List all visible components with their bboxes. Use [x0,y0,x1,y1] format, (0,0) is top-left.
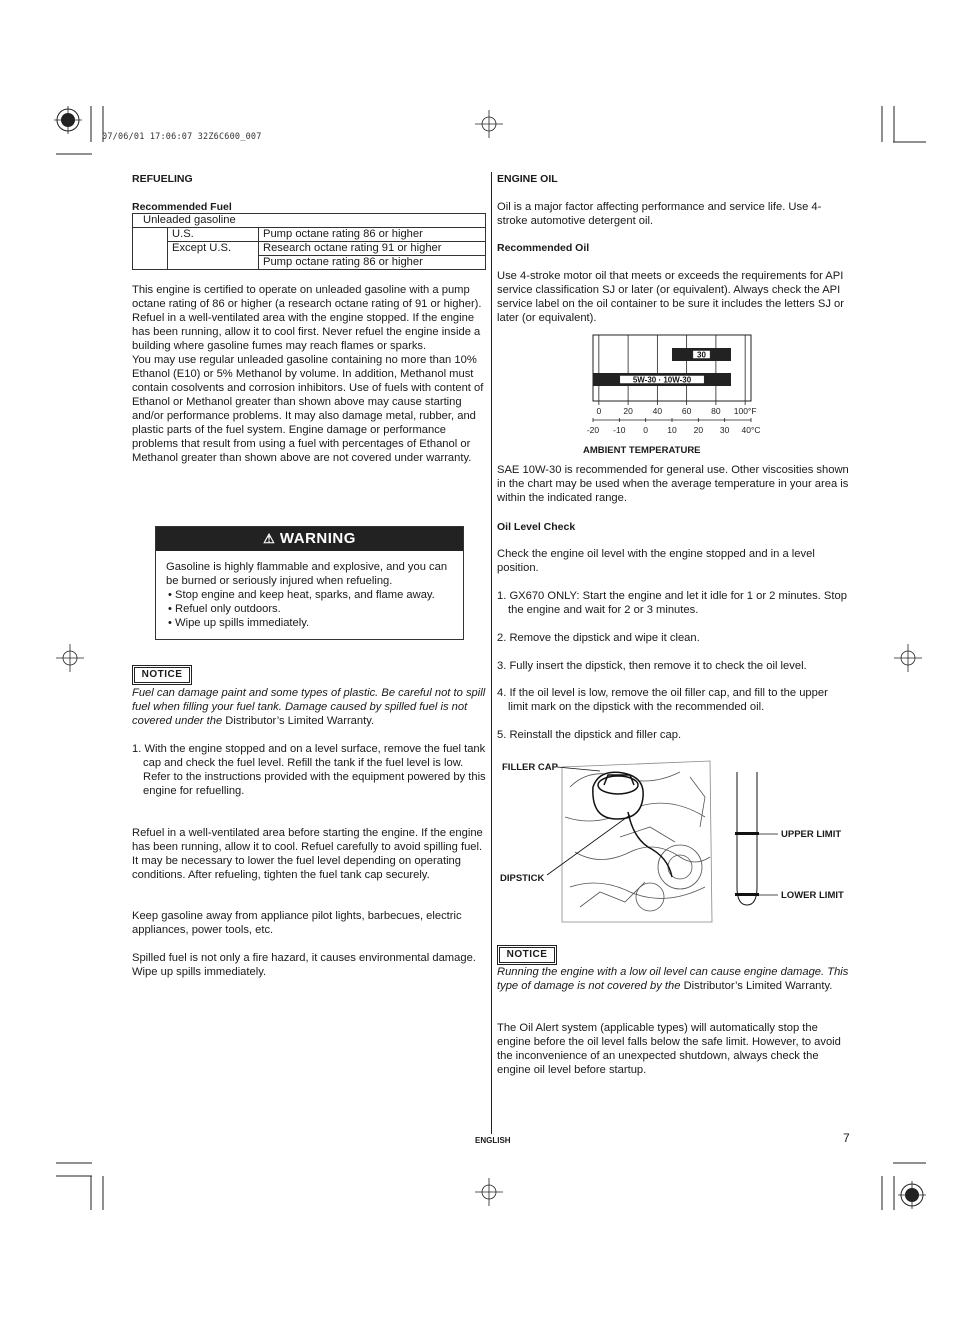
chart-bars [593,348,731,386]
fuel-table-wrapper [132,213,486,270]
warning-body [156,551,463,630]
registration-target-icon [54,106,82,134]
warning-header [156,527,463,551]
fuel-paragraphs [132,283,486,465]
paragraph: The Oil Alert system (applicable types) will automatically stop the engine before the oil level falls below the safe limit. However, to avoid the inconvenience of an unexpected shutdown, always check the engine oil level before startup. [497,1022,841,1076]
list-item: 3. Fully insert the dipstick, then remove it to check the oil level. [497,660,807,672]
recommended-oil-heading: Recommended Oil [497,242,590,254]
lower-limit-label: LOWER LIMIT [781,890,844,901]
refuel-step-1 [132,742,486,798]
crosshair-icon [475,110,503,138]
warning-triangle-icon: ⚠ [263,531,276,546]
warning-bullets [166,588,453,630]
crosshair-icon [56,644,84,672]
notice-italic: Fuel can damage paint and some types of plastic. Be careful not to spill fuel when filling your fuel tank. Damage caused by spilled fuel is not covered under the [132,687,486,727]
chart-tick-label-f: 20 [623,406,633,416]
chart-tick-label-c: 30 [719,425,730,435]
filler-cap-icon [593,772,643,819]
engine-oil-heading: ENGINE OIL [497,173,558,185]
chart-tick-label-c: -20 [586,425,600,435]
paragraph: Use 4-stroke motor oil that meets or exceeds the requirements for API service classification SJ or later (or equivalent). Always check the API service label on the oil container to be sure it includes the letters SJ or later (or equivalent). [497,270,844,324]
notice-label: NOTICE [499,947,555,963]
refueling-heading: REFUELING [132,173,193,185]
warning-title: WARNING [279,530,356,547]
list-item: 2. Remove the dipstick and wipe it clean. [497,632,700,644]
fuel-table-rating: Pump octane rating 86 or higher [259,228,486,242]
chart-tick-label-c: -10 [613,425,626,435]
fuel-table-rating: Pump octane rating 86 or higher [259,256,486,270]
fuel-table [132,213,486,270]
list-item: • Stop engine and keep heat, sparks, and flame away. [168,589,435,601]
fuel-table-region: U.S. [168,228,259,242]
chart-tick-label-f: 100°F [733,406,757,416]
oil-level-heading: Oil Level Check [497,521,576,533]
chart-frame [593,335,751,401]
notice-tail: Distributor’s Limited Warranty. [680,980,833,992]
paragraph: Keep gasoline away from appliance pilot lights, barbecues, electric appliances, power tools, etc. [132,910,462,936]
chart-tick-label-c: 10 [667,425,677,435]
chart-ticks-celsius [587,418,761,435]
notice-italic: Running the engine with a low oil level can cause engine damage. This type of damage is not covered by the [497,966,849,992]
fuel-table-indent [133,228,168,270]
list-item: 1. GX670 ONLY: Start the engine and let it idle for 1 or 2 minutes. Stop the engine and wait for 2 or 3 minutes. [497,590,847,616]
recommended-fuel-heading: Recommended Fuel [132,201,232,213]
dipstick-label: DIPSTICK [500,873,545,884]
chart-grid [599,335,745,401]
crosshair-icon [475,1178,503,1206]
crosshair-icon [894,644,922,672]
fuel-table-rating: Research octane rating 91 or higher [259,242,486,256]
chart-tick-label-f: 40 [652,406,663,416]
chart-bar-label: 5W-30 · 10W-30 [632,375,692,385]
paragraph: You may use regular unleaded gasoline containing no more than 10% Ethanol (E10) or 5% Methanol by volume. In addition, Methanol must contain cosolvents and corrosion inhibitors. Use of fuels with content of Ethanol or Methanol greater than shown above may cause starting and/or performance problems. It may also damage metal, rubber, and plastic parts of the fuel system. Engine damage or performance problems that result from using a fuel with percentages of Ethanol or Methanol greater than shown above are not covered under warranty. [132,354,484,464]
chart-tick-label-c: 0 [643,425,649,435]
chart-tick-label-f: 80 [711,406,721,416]
oil-check-illustration [500,757,850,929]
chart-tick-label-c: 20 [693,425,704,435]
list-item: • Wipe up spills immediately. [168,617,310,629]
paragraph: Oil is a major factor affecting performance and service life. Use 4-stroke automotive detergent oil. [497,201,822,227]
fuel-table-region: Except U.S. [168,242,259,270]
step-text: 1. With the engine stopped and on a level surface, remove the fuel tank cap and check the fuel level. Refill the tank if the fuel level is low. [132,743,486,769]
viscosity-chart [576,334,762,438]
notice-tail: Distributor’s Limited Warranty. [222,715,375,727]
chart-tick-label-c: 40°C [741,425,761,435]
warning-box [155,526,464,640]
paragraph: Spilled fuel is not only a fire hazard, it causes environmental damage. Wipe up spills immediately. [132,952,476,978]
chart-tick-label-f: 0 [596,406,602,416]
notice-text [132,686,486,728]
notice-text [497,965,849,993]
chart-ticks-fahrenheit [596,401,756,416]
paragraph: Check the engine oil level with the engine stopped and in a level position. [497,548,815,574]
table-row [133,228,486,242]
filler-cap-label: FILLER CAP [502,762,558,773]
list-item: 4. If the oil level is low, remove the oil filler cap, and fill to the upper limit mark on the dipstick with the recommended oil. [497,687,828,713]
list-item: 5. Reinstall the dipstick and filler cap. [497,729,682,741]
fuel-table-title: Unleaded gasoline [133,214,486,228]
warning-text: Gasoline is highly flammable and explosive, and you can be burned or seriously injured when refueling. [166,561,448,587]
notice-label: NOTICE [134,667,190,683]
chart-caption: AMBIENT TEMPERATURE [583,445,701,456]
paragraph: Refuel in a well-ventilated area with the engine stopped. If the engine has been running, allow it to cool first. Never refuel the engine inside a building where gasoline fumes may reach flames or sparks. [132,312,481,352]
footer-language: ENGLISH [475,1136,511,1145]
list-item: • Refuel only outdoors. [168,603,281,615]
page-number: 7 [843,1131,850,1145]
step-text: Refer to the instructions provided with the equipment powered by this engine for refuelling. [143,771,486,797]
paragraph: Refuel in a well-ventilated area before starting the engine. If the engine has been running, allow it to cool. Refuel carefully to avoid spilling fuel. It may be necessary to lower the fuel level depending on operating conditions. After refueling, tighten the fuel tank cap securely. [132,827,483,881]
print-stamp: 07/06/01 17:06:07 32Z6C600_007 [102,132,262,142]
table-row [133,242,486,256]
dipstick-tube [628,812,672,877]
chart-bar-label: 30 [697,350,706,360]
chart-tick-label-f: 60 [681,406,692,416]
dipstick-icon [735,772,759,905]
paragraph: SAE 10W-30 is recommended for general use. Other viscosities shown in the chart may be used when the average temperature in your area is within the indicated range. [497,464,849,504]
registration-target-icon [898,1181,926,1209]
paragraph: This engine is certified to operate on unleaded gasoline with a pump octane rating of 86 or higher (a research octane rating of 91 or higher). [132,284,482,310]
upper-limit-label: UPPER LIMIT [781,829,842,840]
column-divider [491,172,492,1134]
